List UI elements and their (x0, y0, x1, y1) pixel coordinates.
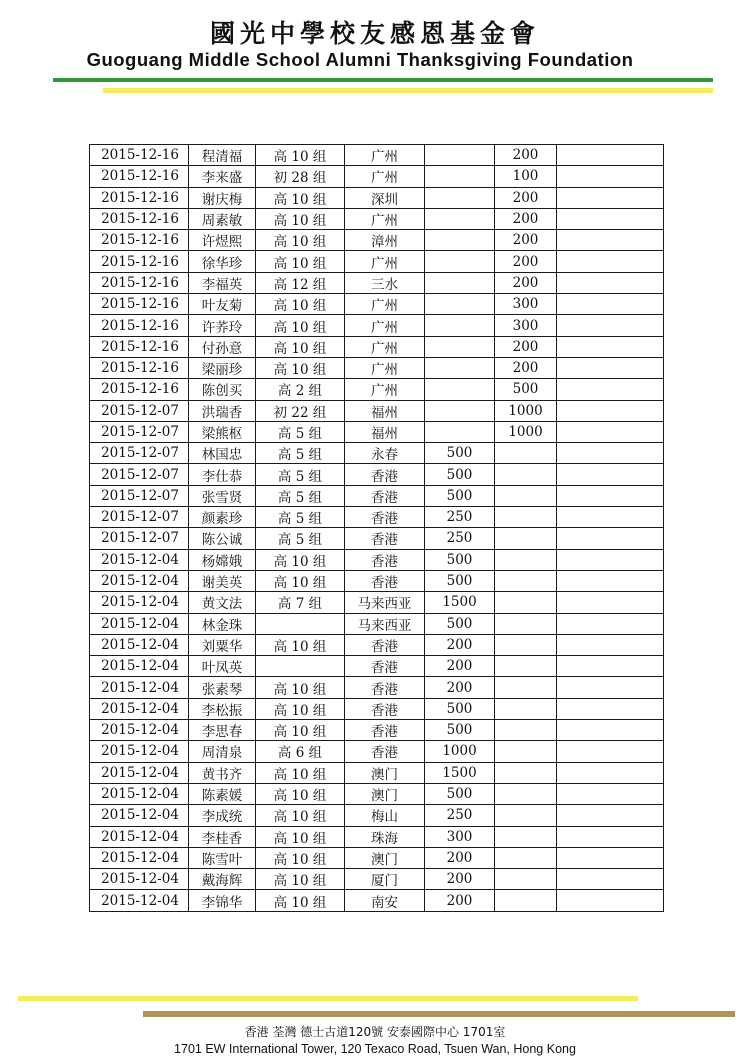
amount-rmb-cell (495, 783, 557, 804)
class-group-cell: 高 5 组 (256, 485, 345, 506)
amount-rmb-cell: 200 (495, 272, 557, 293)
amount-hkd-cell: 200 (425, 634, 495, 655)
table-row (90, 826, 664, 847)
amount-rmb-cell (495, 507, 557, 528)
donor-name-cell: 许煜熙 (189, 230, 256, 251)
class-group-cell: 高 5 组 (256, 443, 345, 464)
donation-table (89, 144, 664, 912)
class-group-cell (256, 656, 345, 677)
class-group-cell: 高 10 组 (256, 783, 345, 804)
amount-rmb-cell (495, 549, 557, 570)
amount-rmb-cell (495, 720, 557, 741)
date-cell: 2015-12-04 (90, 720, 189, 741)
remarks-cell (557, 464, 664, 485)
amount-hkd-cell: 500 (425, 720, 495, 741)
footer-address-chinese: 香港 荃灣 德士古道120號 安泰國際中心 1701室 (244, 1025, 506, 1039)
amount-rmb-cell: 300 (495, 315, 557, 336)
amount-hkd-cell: 500 (425, 485, 495, 506)
amount-rmb-cell (495, 741, 557, 762)
donor-name-cell: 黄文法 (189, 592, 256, 613)
date-cell: 2015-12-04 (90, 613, 189, 634)
date-cell: 2015-12-04 (90, 826, 189, 847)
remarks-cell (557, 762, 664, 783)
donor-name-cell: 李成统 (189, 805, 256, 826)
class-group-cell: 高 10 组 (256, 294, 345, 315)
remarks-cell (557, 294, 664, 315)
table-row (90, 336, 664, 357)
remarks-cell (557, 166, 664, 187)
table-row (90, 145, 664, 166)
table-row (90, 507, 664, 528)
donor-name-cell: 付孙意 (189, 336, 256, 357)
remarks-cell (557, 485, 664, 506)
amount-rmb-cell (495, 869, 557, 890)
class-group-cell: 高 5 组 (256, 421, 345, 442)
remarks-cell (557, 528, 664, 549)
table-row (90, 613, 664, 634)
donor-name-cell: 李福英 (189, 272, 256, 293)
amount-hkd-cell: 200 (425, 869, 495, 890)
amount-rmb-cell (495, 634, 557, 655)
location-cell: 马来西亚 (345, 592, 425, 613)
amount-rmb-cell (495, 443, 557, 464)
donor-name-cell: 梁熊枢 (189, 421, 256, 442)
table-row (90, 570, 664, 591)
amount-hkd-cell: 500 (425, 613, 495, 634)
location-cell: 厦门 (345, 869, 425, 890)
class-group-cell: 高 10 组 (256, 826, 345, 847)
location-cell: 广州 (345, 357, 425, 378)
amount-hkd-cell: 250 (425, 805, 495, 826)
class-group-cell: 高 6 组 (256, 741, 345, 762)
location-cell: 香港 (345, 656, 425, 677)
location-cell: 福州 (345, 421, 425, 442)
table-row (90, 549, 664, 570)
location-cell: 漳州 (345, 230, 425, 251)
table-row (90, 357, 664, 378)
location-cell: 澳门 (345, 762, 425, 783)
date-cell: 2015-12-16 (90, 251, 189, 272)
remarks-cell (557, 400, 664, 421)
location-cell: 珠海 (345, 826, 425, 847)
foundation-title-english: Guoguang Middle School Alumni Thanksgiving Foundation (86, 49, 634, 70)
table-row (90, 272, 664, 293)
location-cell: 广州 (345, 208, 425, 229)
class-group-cell: 高 10 组 (256, 720, 345, 741)
date-cell: 2015-12-16 (90, 336, 189, 357)
class-group-cell: 高 10 组 (256, 677, 345, 698)
amount-rmb-cell: 500 (495, 379, 557, 400)
remarks-cell (557, 869, 664, 890)
class-group-cell: 高 5 组 (256, 507, 345, 528)
amount-rmb-cell (495, 677, 557, 698)
date-cell: 2015-12-16 (90, 145, 189, 166)
remarks-cell (557, 783, 664, 804)
amount-hkd-cell: 500 (425, 783, 495, 804)
amount-hkd-cell: 250 (425, 507, 495, 528)
date-cell: 2015-12-04 (90, 570, 189, 591)
table-row (90, 443, 664, 464)
donor-name-cell: 陈创买 (189, 379, 256, 400)
class-group-cell: 高 10 组 (256, 187, 345, 208)
amount-rmb-cell (495, 762, 557, 783)
date-cell: 2015-12-04 (90, 698, 189, 719)
date-cell: 2015-12-07 (90, 507, 189, 528)
table-row (90, 379, 664, 400)
footer-divider-yellow (18, 996, 638, 1001)
donor-name-cell: 谢庆梅 (189, 187, 256, 208)
table-row (90, 741, 664, 762)
amount-hkd-cell: 200 (425, 656, 495, 677)
donor-name-cell: 谢美英 (189, 570, 256, 591)
donor-name-cell: 陈雪叶 (189, 847, 256, 868)
location-cell: 梅山 (345, 805, 425, 826)
location-cell: 香港 (345, 485, 425, 506)
amount-hkd-cell: 200 (425, 847, 495, 868)
location-cell: 香港 (345, 698, 425, 719)
donor-name-cell: 杨嫦娥 (189, 549, 256, 570)
amount-hkd-cell: 300 (425, 826, 495, 847)
amount-hkd-cell: 200 (425, 677, 495, 698)
amount-hkd-cell (425, 294, 495, 315)
amount-hkd-cell (425, 251, 495, 272)
location-cell: 澳门 (345, 847, 425, 868)
date-cell: 2015-12-04 (90, 783, 189, 804)
donor-name-cell: 黄书齐 (189, 762, 256, 783)
donor-name-cell: 徐华珍 (189, 251, 256, 272)
date-cell: 2015-12-04 (90, 847, 189, 868)
location-cell: 深圳 (345, 187, 425, 208)
amount-rmb-cell (495, 656, 557, 677)
amount-hkd-cell (425, 272, 495, 293)
class-group-cell: 高 10 组 (256, 208, 345, 229)
donor-name-cell: 林金珠 (189, 613, 256, 634)
donor-name-cell: 李锦华 (189, 890, 256, 911)
table-row (90, 677, 664, 698)
table-row (90, 230, 664, 251)
class-group-cell: 高 10 组 (256, 570, 345, 591)
date-cell: 2015-12-04 (90, 890, 189, 911)
donor-name-cell: 刘粟华 (189, 634, 256, 655)
date-cell: 2015-12-16 (90, 315, 189, 336)
remarks-cell (557, 741, 664, 762)
class-group-cell: 高 5 组 (256, 464, 345, 485)
amount-hkd-cell (425, 400, 495, 421)
amount-rmb-cell: 200 (495, 230, 557, 251)
table-row (90, 187, 664, 208)
class-group-cell: 高 10 组 (256, 869, 345, 890)
date-cell: 2015-12-07 (90, 485, 189, 506)
date-cell: 2015-12-07 (90, 421, 189, 442)
donor-name-cell: 周素敏 (189, 208, 256, 229)
remarks-cell (557, 634, 664, 655)
table-row (90, 890, 664, 911)
table-row (90, 251, 664, 272)
remarks-cell (557, 187, 664, 208)
donor-name-cell: 林国忠 (189, 443, 256, 464)
class-group-cell: 高 10 组 (256, 357, 345, 378)
location-cell: 广州 (345, 315, 425, 336)
amount-hkd-cell (425, 379, 495, 400)
location-cell: 香港 (345, 464, 425, 485)
amount-rmb-cell: 1000 (495, 421, 557, 442)
class-group-cell: 高 10 组 (256, 890, 345, 911)
date-cell: 2015-12-04 (90, 741, 189, 762)
amount-rmb-cell: 1000 (495, 400, 557, 421)
amount-hkd-cell: 500 (425, 698, 495, 719)
class-group-cell: 高 10 组 (256, 336, 345, 357)
amount-hkd-cell: 500 (425, 570, 495, 591)
date-cell: 2015-12-07 (90, 528, 189, 549)
date-cell: 2015-12-16 (90, 166, 189, 187)
amount-hkd-cell: 500 (425, 464, 495, 485)
amount-rmb-cell (495, 528, 557, 549)
table-row (90, 656, 664, 677)
remarks-cell (557, 379, 664, 400)
amount-hkd-cell: 500 (425, 443, 495, 464)
location-cell: 广州 (345, 166, 425, 187)
class-group-cell: 高 10 组 (256, 549, 345, 570)
location-cell: 广州 (345, 294, 425, 315)
remarks-cell (557, 847, 664, 868)
amount-hkd-cell (425, 145, 495, 166)
amount-hkd-cell (425, 208, 495, 229)
table-row (90, 783, 664, 804)
remarks-cell (557, 805, 664, 826)
table-row (90, 869, 664, 890)
amount-rmb-cell (495, 592, 557, 613)
donor-name-cell: 李桂香 (189, 826, 256, 847)
remarks-cell (557, 826, 664, 847)
amount-rmb-cell (495, 613, 557, 634)
donor-name-cell: 叶凤英 (189, 656, 256, 677)
location-cell: 香港 (345, 528, 425, 549)
remarks-cell (557, 443, 664, 464)
class-group-cell: 高 12 组 (256, 272, 345, 293)
table-row (90, 400, 664, 421)
date-cell: 2015-12-04 (90, 869, 189, 890)
table-row (90, 698, 664, 719)
amount-hkd-cell: 250 (425, 528, 495, 549)
amount-hkd-cell (425, 187, 495, 208)
location-cell: 香港 (345, 634, 425, 655)
remarks-cell (557, 208, 664, 229)
donor-name-cell: 许荞玲 (189, 315, 256, 336)
footer-address-english: 1701 EW International Tower, 120 Texaco Road, Tsuen Wan, Hong Kong (174, 1042, 576, 1056)
date-cell: 2015-12-04 (90, 656, 189, 677)
table-row (90, 720, 664, 741)
location-cell: 广州 (345, 251, 425, 272)
class-group-cell (256, 613, 345, 634)
amount-hkd-cell (425, 230, 495, 251)
date-cell: 2015-12-04 (90, 805, 189, 826)
class-group-cell: 初 28 组 (256, 166, 345, 187)
class-group-cell: 高 10 组 (256, 145, 345, 166)
amount-hkd-cell: 200 (425, 890, 495, 911)
amount-hkd-cell (425, 166, 495, 187)
class-group-cell: 高 10 组 (256, 698, 345, 719)
amount-rmb-cell (495, 485, 557, 506)
class-group-cell: 高 10 组 (256, 230, 345, 251)
amount-rmb-cell (495, 698, 557, 719)
amount-hkd-cell: 1000 (425, 741, 495, 762)
location-cell: 香港 (345, 570, 425, 591)
amount-hkd-cell (425, 336, 495, 357)
table-row (90, 847, 664, 868)
amount-rmb-cell: 200 (495, 145, 557, 166)
location-cell: 香港 (345, 507, 425, 528)
class-group-cell: 高 7 组 (256, 592, 345, 613)
remarks-cell (557, 230, 664, 251)
donor-name-cell: 程清福 (189, 145, 256, 166)
donor-name-cell: 戴海辉 (189, 869, 256, 890)
amount-rmb-cell (495, 570, 557, 591)
class-group-cell: 高 5 组 (256, 528, 345, 549)
amount-rmb-cell: 200 (495, 336, 557, 357)
donor-name-cell: 颜素珍 (189, 507, 256, 528)
location-cell: 广州 (345, 379, 425, 400)
table-row (90, 485, 664, 506)
class-group-cell: 高 10 组 (256, 251, 345, 272)
amount-rmb-cell (495, 464, 557, 485)
date-cell: 2015-12-16 (90, 208, 189, 229)
table-row (90, 294, 664, 315)
location-cell: 三水 (345, 272, 425, 293)
class-group-cell: 高 10 组 (256, 847, 345, 868)
amount-rmb-cell (495, 805, 557, 826)
location-cell: 香港 (345, 549, 425, 570)
donor-name-cell: 陈公诚 (189, 528, 256, 549)
location-cell: 永春 (345, 443, 425, 464)
date-cell: 2015-12-16 (90, 294, 189, 315)
remarks-cell (557, 592, 664, 613)
table-row (90, 464, 664, 485)
amount-rmb-cell: 200 (495, 208, 557, 229)
amount-rmb-cell: 100 (495, 166, 557, 187)
donor-name-cell: 叶友菊 (189, 294, 256, 315)
remarks-cell (557, 315, 664, 336)
remarks-cell (557, 251, 664, 272)
donor-name-cell: 李思春 (189, 720, 256, 741)
class-group-cell: 高 10 组 (256, 805, 345, 826)
donor-name-cell: 李仕恭 (189, 464, 256, 485)
remarks-cell (557, 890, 664, 911)
donor-name-cell: 周清泉 (189, 741, 256, 762)
date-cell: 2015-12-07 (90, 443, 189, 464)
date-cell: 2015-12-16 (90, 187, 189, 208)
remarks-cell (557, 145, 664, 166)
foundation-title-chinese: 國光中學校友感恩基金會 (209, 19, 540, 48)
class-group-cell: 高 2 组 (256, 379, 345, 400)
amount-rmb-cell: 200 (495, 251, 557, 272)
remarks-cell (557, 656, 664, 677)
table-row (90, 592, 664, 613)
date-cell: 2015-12-07 (90, 400, 189, 421)
table-row (90, 634, 664, 655)
amount-hkd-cell (425, 357, 495, 378)
date-cell: 2015-12-04 (90, 592, 189, 613)
class-group-cell: 高 10 组 (256, 315, 345, 336)
remarks-cell (557, 507, 664, 528)
location-cell: 澳门 (345, 783, 425, 804)
location-cell: 福州 (345, 400, 425, 421)
header-divider-yellow (103, 88, 713, 93)
remarks-cell (557, 677, 664, 698)
amount-hkd-cell: 1500 (425, 592, 495, 613)
location-cell: 马来西亚 (345, 613, 425, 634)
table-row (90, 421, 664, 442)
amount-rmb-cell (495, 847, 557, 868)
date-cell: 2015-12-04 (90, 634, 189, 655)
remarks-cell (557, 336, 664, 357)
class-group-cell: 高 10 组 (256, 634, 345, 655)
remarks-cell (557, 272, 664, 293)
date-cell: 2015-12-16 (90, 379, 189, 400)
remarks-cell (557, 421, 664, 442)
remarks-cell (557, 720, 664, 741)
date-cell: 2015-12-04 (90, 677, 189, 698)
amount-rmb-cell (495, 826, 557, 847)
location-cell: 香港 (345, 741, 425, 762)
footer-divider-gold (143, 1011, 735, 1017)
donor-name-cell: 陈素媛 (189, 783, 256, 804)
amount-hkd-cell (425, 315, 495, 336)
amount-rmb-cell: 200 (495, 357, 557, 378)
amount-rmb-cell (495, 890, 557, 911)
date-cell: 2015-12-16 (90, 272, 189, 293)
table-row (90, 208, 664, 229)
date-cell: 2015-12-16 (90, 230, 189, 251)
table-row (90, 528, 664, 549)
table-row (90, 166, 664, 187)
date-cell: 2015-12-04 (90, 762, 189, 783)
table-row (90, 805, 664, 826)
header-divider-green (53, 78, 713, 82)
donor-name-cell: 李来盛 (189, 166, 256, 187)
table-row (90, 315, 664, 336)
date-cell: 2015-12-04 (90, 549, 189, 570)
amount-hkd-cell (425, 421, 495, 442)
amount-hkd-cell: 1500 (425, 762, 495, 783)
remarks-cell (557, 357, 664, 378)
date-cell: 2015-12-07 (90, 464, 189, 485)
donor-name-cell: 张雪贤 (189, 485, 256, 506)
donation-table-body (90, 145, 664, 912)
remarks-cell (557, 570, 664, 591)
location-cell: 广州 (345, 336, 425, 357)
donor-name-cell: 张素琴 (189, 677, 256, 698)
location-cell: 南安 (345, 890, 425, 911)
class-group-cell: 初 22 组 (256, 400, 345, 421)
remarks-cell (557, 698, 664, 719)
remarks-cell (557, 549, 664, 570)
location-cell: 广州 (345, 145, 425, 166)
donor-name-cell: 李松振 (189, 698, 256, 719)
remarks-cell (557, 613, 664, 634)
location-cell: 香港 (345, 677, 425, 698)
donor-name-cell: 梁丽珍 (189, 357, 256, 378)
amount-rmb-cell: 300 (495, 294, 557, 315)
date-cell: 2015-12-16 (90, 357, 189, 378)
amount-hkd-cell: 500 (425, 549, 495, 570)
location-cell: 香港 (345, 720, 425, 741)
amount-rmb-cell: 200 (495, 187, 557, 208)
donor-name-cell: 洪瑞香 (189, 400, 256, 421)
table-row (90, 762, 664, 783)
class-group-cell: 高 10 组 (256, 762, 345, 783)
